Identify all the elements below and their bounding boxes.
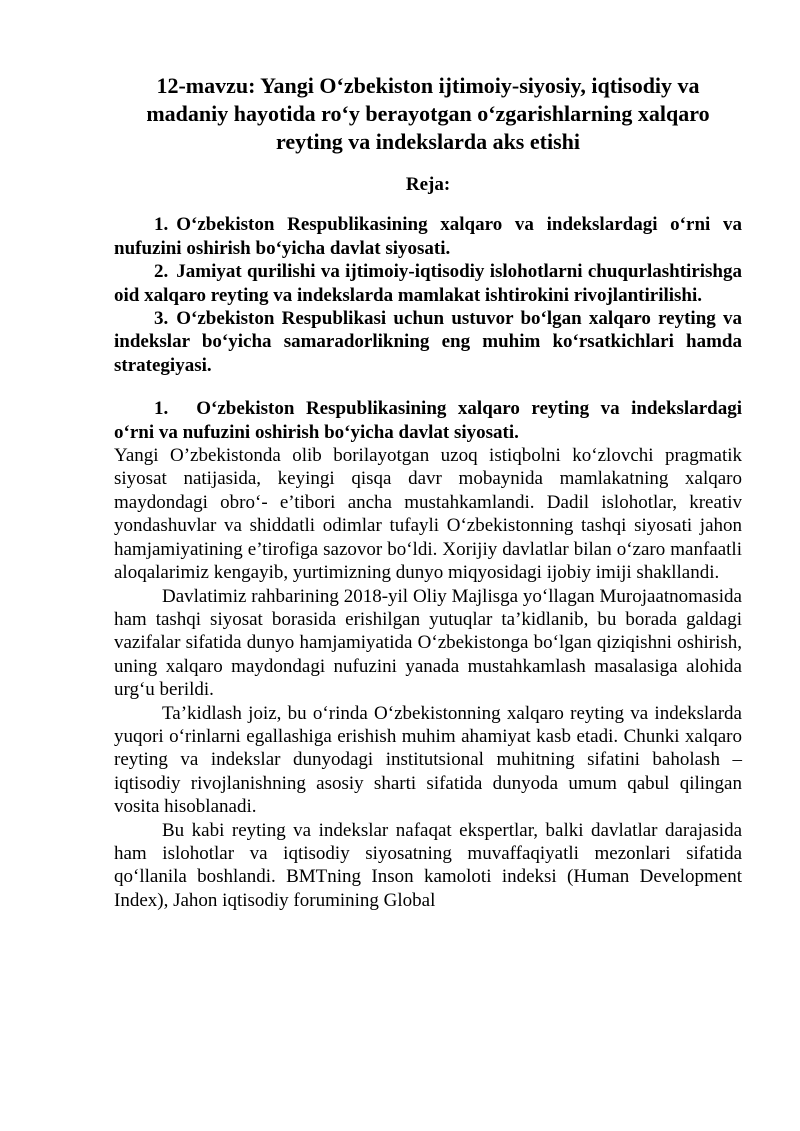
body-paragraph: Ta’kidlash joiz, bu o‘rinda O‘zbekistonning xalqaro reyting va indekslarda yuqori o‘rinlarni egallashiga erishish muhim ahamiyat kasb etadi. Chunki xalqaro reyting va indekslar dunyodagi institutsional muhitning sifatini baholash – iqtisodiy rivojlanishning asosiy sharti sifatida dunyoda umum qabul qilingan vosita hisoblanadi.: [114, 702, 742, 818]
plan-list: [114, 213, 742, 377]
body-paragraph: Yangi O’zbekistonda olib borilayotgan uzoq istiqbolni ko‘zlovchi pragmatik siyosat natijasida, keyingi qisqa davr mobaynida mamlakatning xalqaro maydondagi obro‘- e’tibori ancha mustahkamlandi. Dadil islohotlar, kreativ yondashuvlar va shiddatli odimlar tufayli O‘zbekistonning tashqi siyosati jahon hamjamiyatining e’tirofiga sazovor bo‘ldi. Xorijiy davlatlar bilan o‘zaro manfaatli aloqalarimiz kengayib, yurtimizning dunyo miqyosidagi ijobiy imiji shakllandi.: [114, 445, 742, 584]
plan-item-text: O‘zbekiston Respublikasining xalqaro va indekslardagi o‘rni va nufuzini oshirish bo‘yicha davlat siyosati.: [114, 214, 742, 259]
page-title: 12-mavzu: Yangi O‘zbekiston ijtimoiy-siyosiy, iqtisodiy va madaniy hayotida ro‘y berayotgan o‘zgarishlarning xalqaro reyting va indekslarda aks etishi: [146, 73, 710, 154]
section-number: 1.: [154, 398, 169, 420]
plan-heading: Reja:: [405, 174, 451, 195]
body-paragraph: Bu kabi reyting va indekslar nafaqat ekspertlar, balki davlatlar darajasida ham islohotlar va iqtisodiy siyosatning muvaffaqiyatli mezonlari sifatida qo‘llanila boshlandi. BMTning Inson kamoloti indeksi (Human Development Index), Jahon iqtisodiy forumining Global: [114, 819, 742, 911]
plan-item-text: Jamiyat qurilishi va ijtimoiy-iqtisodiy islohotlarni chuqurlashtirishga oid xalqaro reyting va indekslarda mamlakat ishtirokini rivojlantirilishi.: [114, 261, 742, 306]
body-paragraph: Davlatimiz rahbarining 2018-yil Oliy Majlisga yo‘llagan Murojaatnomasida ham tashqi siyosat borasida erishilgan yutuqlar ta’kidlanib, bu borada galdagi vazifalar sifatida dunyo hamjamiyatida O‘zbekistonga bo‘lgan qiziqishni oshirish, uning xalqaro maydondagi nufuzini yanada mustahkamlash masalasiga alohida urg‘u berildi.: [114, 585, 742, 701]
plan-item-text: O‘zbekiston Respublikasi uchun ustuvor bo‘lgan xalqaro reyting va indekslar bo‘yicha samaradorlikning eng muhim ko‘rsatkichlari hamda strategiyasi.: [114, 308, 742, 376]
plan-item-number: 2.: [154, 261, 169, 283]
plan-item: [114, 307, 742, 377]
plan-item-number: 1.: [154, 214, 169, 236]
plan-item-number: 3.: [154, 308, 169, 330]
section-heading-text: O‘zbekiston Respublikasining xalqaro reyting va indekslardagi o‘rni va nufuzini oshirish bo‘yicha davlat siyosati.: [114, 398, 742, 443]
section-heading: [114, 397, 742, 444]
document-page: [114, 72, 742, 912]
plan-item: [114, 213, 742, 260]
plan-item: [114, 260, 742, 307]
